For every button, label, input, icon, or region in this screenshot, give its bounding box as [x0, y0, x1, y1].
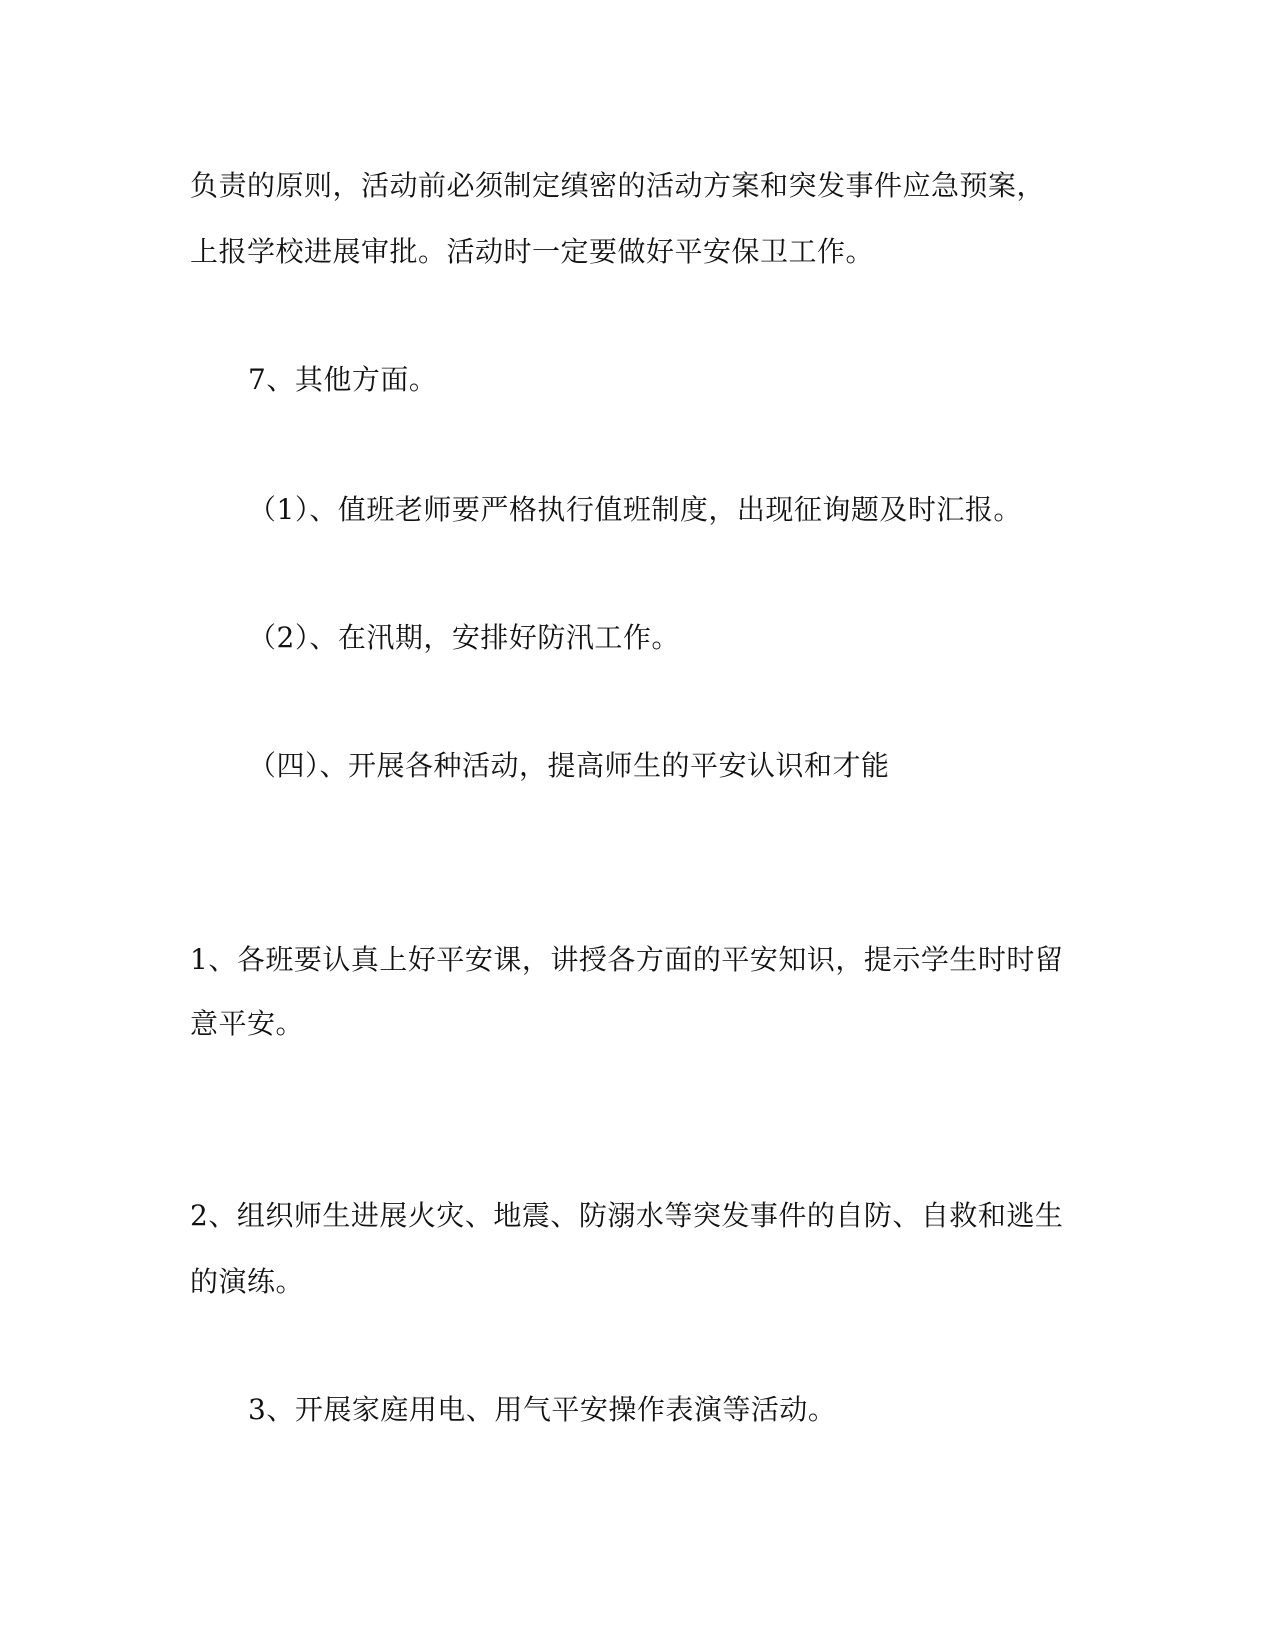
section-heading: （四）、开展各种活动，提高师生的平安认识和才能: [248, 749, 890, 782]
paragraph-line: 负责的原则，活动前必须制定缜密的活动方案和突发事件应急预案，: [190, 169, 1046, 202]
paragraph-line: 2、组织师生进展火灾、地震、防溺水等突发事件的自防、自救和逃生: [190, 1199, 1064, 1232]
paragraph-line: 意平安。: [190, 1007, 305, 1040]
list-item: （2）、在汛期，安排好防汛工作。: [248, 621, 680, 654]
section-heading: 7、其他方面。: [248, 363, 438, 396]
paragraph-line: 的演练。: [190, 1265, 305, 1298]
list-item: 3、开展家庭用电、用气平安操作表演等活动。: [248, 1393, 837, 1426]
paragraph-line: 上报学校进展审批。活动时一定要做好平安保卫工作。: [190, 235, 875, 268]
paragraph-line: 1、各班要认真上好平安课，讲授各方面的平安知识，提示学生时时留: [190, 943, 1064, 976]
list-item: （1）、值班老师要严格执行值班制度，出现征询题及时汇报。: [248, 493, 1022, 526]
